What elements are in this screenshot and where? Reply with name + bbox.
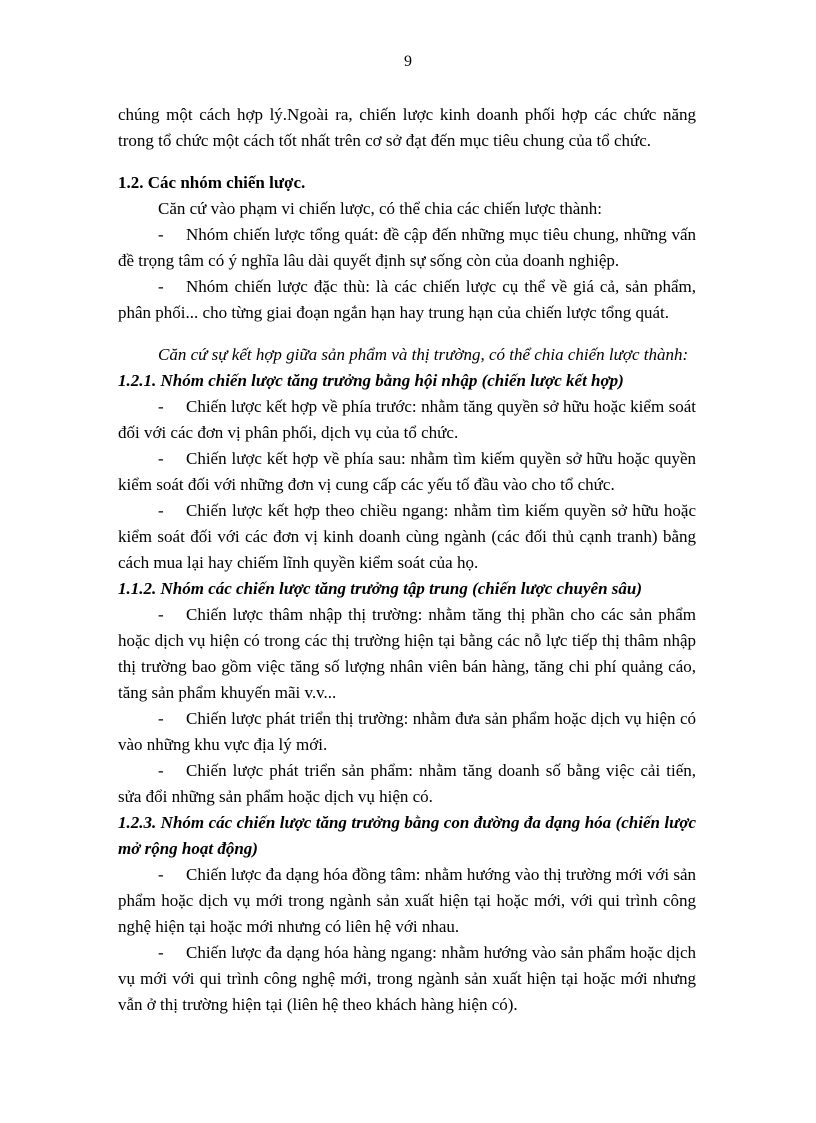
subsection-heading-1-2-1: 1.2.1. Nhóm chiến lược tăng trưởng bằng hội nhập (chiến lược kết hợp): [118, 371, 624, 390]
bullet-marker: -: [158, 865, 164, 884]
page-number: 9: [404, 53, 412, 70]
bullet-text: Nhóm chiến lược đặc thù: là các chiến lược cụ thể về giá cả, sản phẩm, phân phối... cho từng giai đoạn ngắn hạn hay trung hạn của chiến lược tổng quát.: [118, 277, 696, 322]
bullet-item: [118, 940, 696, 1018]
bullet-item: [118, 498, 696, 576]
bullet-item: [118, 222, 696, 274]
bullet-marker: -: [158, 397, 164, 416]
bullet-marker: -: [158, 605, 164, 624]
bullet-text: Chiến lược phát triển sản phẩm: nhằm tăng doanh số bằng việc cải tiến, sửa đổi những sản phẩm hoặc dịch vụ hiện có.: [118, 761, 696, 806]
bullet-text: Chiến lược đa dạng hóa hàng ngang: nhằm hướng vào sản phẩm hoặc dịch vụ mới với qui trình công nghệ mới, trong ngành sản xuất hiện tại hoặc mới nhưng vẫn ở thị trường hiện tại (liên hệ theo khách hàng hiện có).: [118, 943, 696, 1014]
bullet-marker: -: [158, 449, 164, 468]
bullet-marker: -: [158, 761, 164, 780]
bullet-marker: -: [158, 501, 164, 520]
subsection-heading-1-1-2: 1.1.2. Nhóm các chiến lược tăng trưởng tập trung (chiến lược chuyên sâu): [118, 579, 643, 598]
bullet-text: Chiến lược thâm nhập thị trường: nhằm tăng thị phần cho các sản phẩm hoặc dịch vụ hiện có trong các thị trường hiện tại bằng các nỗ lực tiếp thị thâm nhập thị trường bao gồm việc tăng số lượng nhân viên bán hàng, tăng chi phí quảng cáo, tăng sản phẩm khuyến mãi v.v...: [118, 605, 696, 702]
bullet-text: Chiến lược đa dạng hóa đồng tâm: nhằm hướng vào thị trường mới với sản phẩm hoặc dịch vụ mới trong ngành sản xuất hiện tại hoặc mới, với qui trình công nghệ hiện tại hoặc mới nhưng có liên hệ với nhau.: [118, 865, 696, 936]
bullet-item: [118, 758, 696, 810]
italic-lead: Căn cứ sự kết hợp giữa sản phẩm và thị trường, có thể chia chiến lược thành:: [158, 345, 689, 364]
bullet-item: [118, 706, 696, 758]
bullet-marker: -: [158, 225, 164, 244]
page-content: [118, 102, 696, 1018]
bullet-text: Nhóm chiến lược tổng quát: đề cập đến những mục tiêu chung, những vấn đề trọng tâm có ý nghĩa lâu dài quyết định sự sống còn của doanh nghiệp.: [118, 225, 696, 270]
bullet-text: Chiến lược kết hợp theo chiều ngang: nhằm tìm kiếm quyền sở hữu hoặc kiểm soát đối với các đơn vị kinh doanh cùng ngành (các đối thủ cạnh tranh) bằng cách mua lại hay chiếm lĩnh quyền kiểm soát của họ.: [118, 501, 696, 572]
bullet-marker: -: [158, 277, 164, 296]
bullet-text: Chiến lược kết hợp về phía trước: nhằm tăng quyền sở hữu hoặc kiểm soát đối với các đơn vị phân phối, dịch vụ của tổ chức.: [118, 397, 696, 442]
bullet-item: [118, 274, 696, 326]
bullet-item: [118, 394, 696, 446]
bullet-item: [118, 446, 696, 498]
bullet-text: Chiến lược phát triển thị trường: nhằm đưa sản phẩm hoặc dịch vụ hiện có vào những khu vực địa lý mới.: [118, 709, 696, 754]
bullet-marker: -: [158, 943, 164, 962]
section-lead: Căn cứ vào phạm vi chiến lược, có thể chia các chiến lược thành:: [158, 199, 603, 218]
intro-paragraph: chúng một cách hợp lý.Ngoài ra, chiến lược kinh doanh phối hợp các chức năng trong tổ chức một cách tốt nhất trên cơ sở đạt đến mục tiêu chung của tổ chức.: [118, 105, 696, 150]
section-heading-1-2: 1.2. Các nhóm chiến lược.: [118, 173, 306, 192]
bullet-marker: -: [158, 709, 164, 728]
bullet-item: [118, 602, 696, 706]
bullet-item: [118, 862, 696, 940]
bullet-text: Chiến lược kết hợp về phía sau: nhằm tìm kiếm quyền sở hữu hoặc quyền kiểm soát đối với những đơn vị cung cấp các yếu tố đầu vào cho tổ chức.: [118, 449, 696, 494]
subsection-heading-1-2-3: 1.2.3. Nhóm các chiến lược tăng trưởng bằng con đường đa dạng hóa (chiến lược mở rộng hoạt động): [118, 813, 696, 858]
